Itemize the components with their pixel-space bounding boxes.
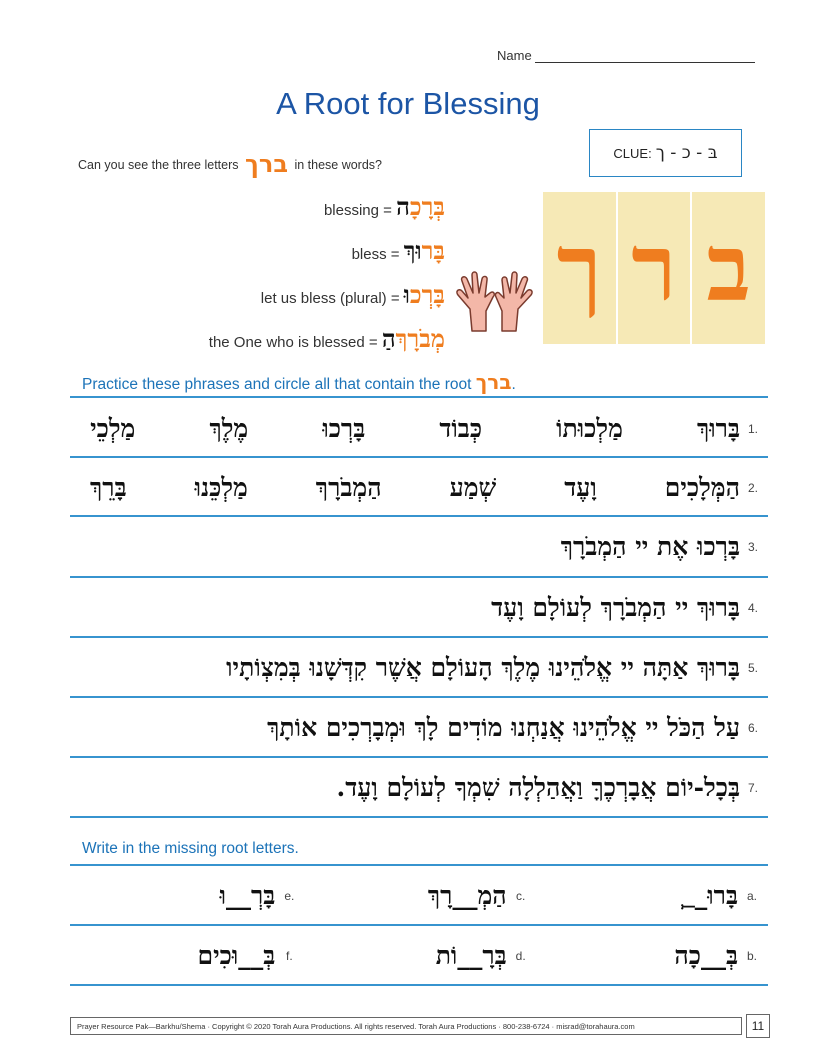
vocab-english: let us bless (plural) = (260, 290, 400, 307)
word-list (72, 473, 740, 503)
row-number: 1. (747, 422, 758, 436)
hebrew-word[interactable]: בָּרְכוּ (322, 414, 366, 443)
intro-before: Can you see the three letters (78, 158, 239, 172)
hebrew-word[interactable]: הַמְבֹרָךְ (315, 473, 382, 502)
fill-item[interactable] (72, 881, 303, 911)
practice-row-5 (72, 640, 766, 696)
row-number: 5. (747, 661, 758, 675)
item-label: c. (516, 889, 526, 903)
hebrew-phrase[interactable]: בָּרוּךְ יי הַמְבֹרָךְ לְעוֹלָם וָעֶד (491, 593, 740, 622)
item-label: e. (284, 889, 295, 903)
clue-box (589, 129, 742, 177)
fill-item[interactable] (303, 941, 534, 971)
practice-row-3 (72, 519, 766, 575)
vocab-hebrew (382, 324, 445, 353)
vocab-rest-letters: ה (396, 192, 410, 221)
hebrew-word-blank[interactable]: בְּ__וּכִים (197, 941, 276, 970)
vocab-hebrew (404, 236, 445, 265)
fill-item[interactable] (303, 881, 534, 911)
vocab-rest-letters: הַ (381, 324, 396, 353)
hebrew-phrase[interactable]: בָּרוּךְ אַתָּה יי אֱלֹהֵינוּ מֶלֶךְ הָעוֹלָם אֲשֶׁר קִדְּשָׁנוּ בְּמִצְוֹתָיו (226, 653, 740, 682)
vocab-item (100, 236, 445, 266)
intro-question (78, 150, 382, 178)
divider (70, 696, 768, 698)
hebrew-word[interactable]: וָעֶד (564, 473, 597, 502)
divider (70, 515, 768, 517)
intro-after: in these words? (294, 158, 382, 172)
name-label: Name (497, 48, 532, 63)
hebrew-phrase[interactable]: עַל הַכֹּל יי אֱלֹהֵינוּ אֲנַחְנוּ מוֹדִים לָךְ וּמְבָרְכִים אוֹתָךְ (267, 713, 740, 742)
vocab-root-letters: מְבֹרָךְ (395, 324, 445, 353)
hebrew-word[interactable]: מַלְכֵי (90, 414, 136, 443)
row-number: 7. (747, 781, 758, 795)
write-heading: Write in the missing root letters. (82, 840, 299, 857)
clue-letters: בּ - כ - ך (655, 143, 718, 163)
hebrew-word-blank[interactable]: בָּרְ__וּ (219, 881, 276, 910)
practice-heading-text: Practice these phrases and circle all that contain the root (82, 376, 472, 393)
hebrew-word[interactable]: בָּרוּךְ (696, 414, 740, 443)
vocab-root-letters: בְּרָכָ (409, 192, 445, 221)
fill-item[interactable] (535, 941, 766, 971)
row-number: 6. (747, 721, 758, 735)
vocab-english: the One who is blessed = (208, 334, 378, 351)
hebrew-word[interactable]: שְׁמַע (449, 473, 497, 502)
tile-letter: ב (692, 192, 765, 344)
divider (70, 396, 768, 398)
practice-root: ברך (475, 370, 512, 394)
divider (70, 636, 768, 638)
divider (70, 924, 768, 926)
practice-row-6 (72, 700, 766, 756)
vocab-english: blessing = (323, 202, 392, 219)
item-label: f. (286, 949, 293, 963)
fill-row-2 (72, 928, 766, 984)
item-label: a. (746, 889, 757, 903)
vocab-root-letters: בָּרְכ (409, 280, 445, 309)
divider (70, 864, 768, 866)
fill-item[interactable] (535, 881, 766, 911)
hebrew-word[interactable]: מַלְכוּתוֹ (556, 414, 623, 443)
fill-item[interactable] (72, 941, 303, 971)
row-number: 3. (747, 540, 758, 554)
name-blank-line[interactable] (535, 50, 755, 63)
hebrew-word-blank[interactable]: בְּרָ__וֹת (435, 941, 507, 970)
vocab-english: bless = (351, 246, 400, 263)
vocab-item (100, 280, 445, 310)
clue-label: CLUE: (613, 145, 652, 161)
root-letter-tiles (543, 192, 765, 344)
vocab-rest-letters: וּ (403, 280, 410, 309)
fill-row-1 (72, 868, 766, 924)
hebrew-word-blank[interactable]: בָּרוּ__ְ (682, 881, 738, 910)
hebrew-phrase[interactable]: בָּרְכוּ אֶת יי הַמְבֹרָךְ (560, 532, 740, 561)
hebrew-word[interactable]: מַלְכֵּנוּ (194, 473, 248, 502)
divider (70, 756, 768, 758)
vocab-hebrew (404, 280, 445, 309)
vocab-item (100, 324, 445, 354)
tile-letter: ר (618, 192, 691, 344)
hands-blessing-icon (452, 265, 538, 335)
hebrew-word-blank[interactable]: בְּ__כָה (674, 941, 738, 970)
item-label: d. (515, 949, 526, 963)
divider (70, 984, 768, 986)
practice-row-4 (72, 580, 766, 636)
hebrew-phrase[interactable]: בְּכָל-יוֹם אֲבָרְכֶךָּ וַאֲהַלְלָה שִׁמְךָ לְעוֹלָם וָעֶד. (336, 773, 740, 802)
name-field[interactable] (497, 48, 755, 63)
vocab-root-letters: בָּר (421, 236, 445, 265)
footer-copyright: Prayer Resource Pak—Barkhu/Shema · Copyright © 2020 Torah Aura Productions. All rights reserved. Torah Aura Productions · 800-238-6724 · misrad@torahaura.com (70, 1017, 742, 1035)
row-number: 2. (747, 481, 758, 495)
practice-heading (82, 370, 516, 394)
practice-row-7 (72, 760, 766, 816)
divider (70, 576, 768, 578)
hebrew-word[interactable]: מֶלֶךְ (209, 414, 249, 443)
hebrew-word[interactable]: הַמְּלָכִים (664, 473, 740, 502)
word-list (72, 414, 740, 444)
item-label: b. (746, 949, 757, 963)
divider (70, 816, 768, 818)
practice-row-1 (72, 401, 766, 457)
hebrew-word-blank[interactable]: הַמְ__רָךְ (427, 881, 507, 910)
vocab-item (100, 192, 445, 222)
tile-letter: ך (543, 192, 616, 344)
vocab-hebrew (396, 192, 445, 221)
row-number: 4. (747, 601, 758, 615)
divider (70, 456, 768, 458)
page-title: A Root for Blessing (276, 86, 540, 121)
practice-period: . (511, 376, 516, 393)
intro-root: ברך (245, 150, 288, 178)
page-number: 11 (746, 1014, 770, 1038)
hebrew-word[interactable]: כְּבוֹד (439, 414, 483, 443)
hebrew-word[interactable]: בָּרֵךְ (90, 473, 127, 502)
practice-row-2 (72, 460, 766, 516)
vocab-rest-letters: וּךְ (403, 236, 422, 265)
